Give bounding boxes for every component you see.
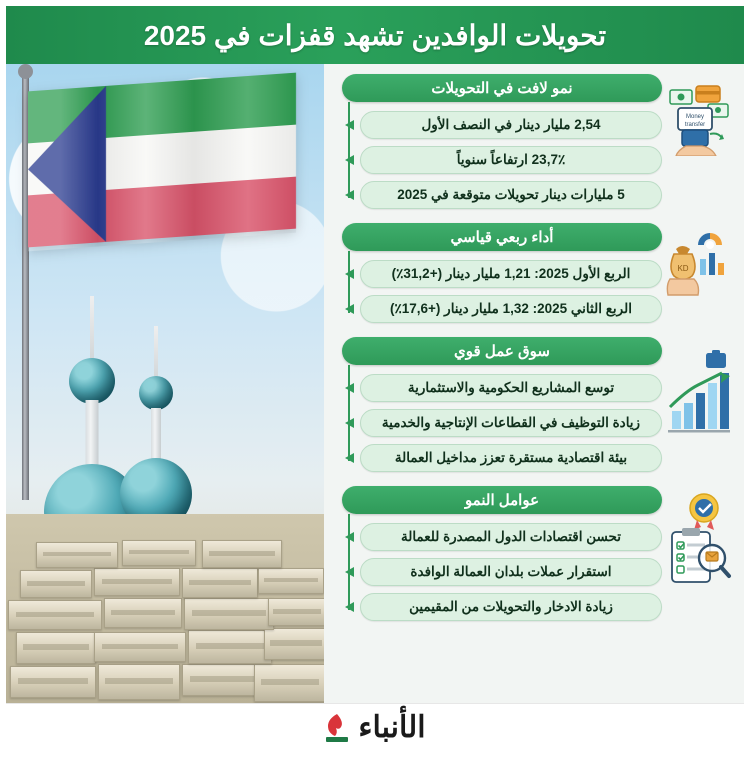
money-bag-chart-icon (664, 227, 734, 303)
page-title: تحويلات الوافدين تشهد قفزات في 2025 (143, 19, 607, 51)
section-connector-line (348, 514, 350, 610)
svg-text:transfer: transfer (684, 122, 706, 128)
section-factors (330, 486, 736, 621)
growth-chart-briefcase-icon (664, 347, 734, 443)
section-connector-line (348, 365, 350, 461)
section-item: استقرار عملات بلدان العمالة الوافدة (360, 558, 662, 586)
section-item: بيئة اقتصادية مستقرة تعزز مداخيل العمالة (360, 444, 662, 472)
kuwait-flag (28, 73, 296, 252)
banknote-bundle (36, 542, 118, 568)
banknote-bundle (122, 540, 196, 566)
section-heading: أداء ربعي قياسي (342, 223, 662, 251)
section-connector-line (348, 102, 350, 198)
section-item: 23,7٪ ارتفاعاً سنوياً (360, 146, 662, 174)
section-growth (330, 74, 736, 209)
section-heading: سوق عمل قوي (342, 337, 662, 365)
banknote-bundle (98, 664, 180, 700)
publisher-logo (324, 710, 425, 745)
flame-icon (324, 713, 350, 743)
section-item: زيادة الادخار والتحويلات من المقيمين (360, 593, 662, 621)
infographic-frame (6, 6, 744, 751)
banknote-bundle (10, 666, 96, 698)
svg-text:KD: KD (677, 264, 689, 273)
footer-logo-bar (6, 703, 744, 751)
checklist-search-badge-icon (664, 490, 734, 590)
header-banner (6, 6, 744, 64)
section-item: 2,54 مليار دينار في النصف الأول (360, 111, 662, 139)
banknote-bundle (16, 632, 96, 664)
tower-spire (90, 296, 94, 366)
banknote-bundle (20, 570, 92, 598)
tower-small-sphere (69, 358, 115, 404)
flag-pole-finial (18, 64, 33, 79)
section-item: الربع الأول 2025: 1,21 مليار دينار (+31,2٪) (360, 260, 662, 288)
content-column (324, 64, 744, 704)
banknote-stacks (6, 514, 324, 704)
section-quarterly (330, 223, 736, 323)
banknote-bundle (264, 628, 324, 660)
money-transfer-icon (664, 82, 734, 158)
banknote-bundle (254, 664, 324, 702)
section-heading: عوامل النمو (342, 486, 662, 514)
banknote-bundle (268, 598, 324, 626)
banknote-bundle (94, 632, 186, 662)
section-item: 5 مليارات دينار تحويلات متوقعة في 2025 (360, 181, 662, 209)
banknote-bundle (202, 540, 282, 568)
section-item: توسع المشاريع الحكومية والاستثمارية (360, 374, 662, 402)
flag-wave-shading (28, 73, 296, 252)
tower2-small-sphere (139, 376, 173, 410)
banknote-bundle (104, 598, 182, 628)
section-labor (330, 337, 736, 472)
section-item: تحسن اقتصادات الدول المصدرة للعمالة (360, 523, 662, 551)
section-heading: نمو لافت في التحويلات (342, 74, 662, 102)
svg-text:Money: Money (685, 114, 705, 120)
photo-panel (6, 64, 324, 704)
banknote-bundle (188, 630, 272, 664)
banknote-bundle (94, 568, 180, 596)
section-item: الربع الثاني 2025: 1,32 مليار دينار (+17,6٪) (360, 295, 662, 323)
section-item: زيادة التوظيف في القطاعات الإنتاجية والخدمية (360, 409, 662, 437)
banknote-bundle (258, 568, 324, 594)
publisher-name: الأنباء (358, 711, 426, 744)
banknote-bundle (182, 568, 258, 598)
banknote-bundle (8, 600, 102, 630)
banknote-bundle (184, 598, 274, 630)
